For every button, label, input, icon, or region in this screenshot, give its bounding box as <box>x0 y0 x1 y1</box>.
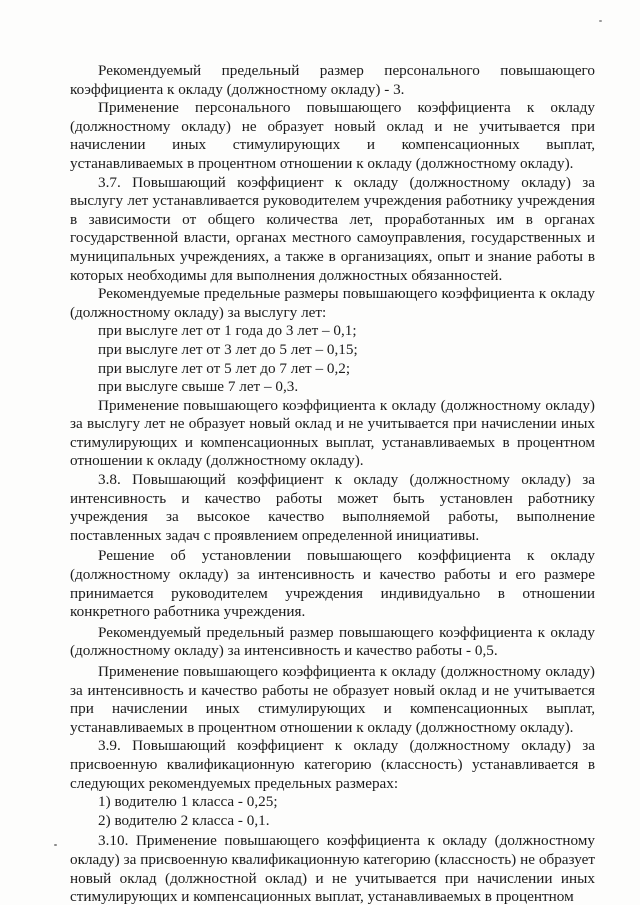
paragraph-service-years-sizes-intro: Рекомендуемые предельные размеры повышающего коэффициента к окладу (должностному окладу) за выслугу лет: <box>70 285 595 321</box>
list-item: при выслуге лет от 3 лет до 5 лет – 0,15; <box>98 340 358 358</box>
document-body <box>70 62 595 905</box>
scan-speck <box>54 844 57 846</box>
list-item: 1) водителю 1 класса - 0,25; <box>98 793 278 811</box>
paragraph-personal-coefficient-application: Применение персонального повышающего коэффициента к окладу (должностному окладу) не образует новый оклад и не учитывается при начислении иных стимулирующих и компенсационных выплат, устанавливаемых в процентном отношении к окладу (должностному окладу). <box>70 99 595 172</box>
service-years-list <box>70 322 595 396</box>
paragraph-intensity-application: Применение повышающего коэффициента к окладу (должностному окладу) за интенсивность и качество работы не образует новый оклад и не учитывается при начислении иных стимулирующих и компенсационных выплат, устанавливаемых в процентном отношении к окладу (должностному окладу). <box>70 663 595 736</box>
paragraph-3-9-qualification: 3.9. Повышающий коэффициент к окладу (должностному окладу) за присвоенную квалификационную категорию (классность) устанавливается в следующих рекомендуемых предельных размерах: <box>70 737 595 792</box>
list-item: при выслуге лет от 1 года до 3 лет – 0,1; <box>98 322 357 340</box>
paragraph-3-7-service-years: 3.7. Повышающий коэффициент к окладу (должностному окладу) за выслугу лет устанавливается руководителем учреждения работнику учреждения в зависимости от общего количества лет, проработанных им в органах государственной власти, органах местного самоуправления, государственных и муниципальных учреждениях, а также в организациях, опыт и знание работы в которых необходимы для выполнения должностных обязанностей. <box>70 173 595 284</box>
list-item: при выслуге свыше 7 лет – 0,3. <box>98 378 299 396</box>
paragraph-service-years-application: Применение повышающего коэффициента к окладу (должностному окладу) за выслугу лет не образует новый оклад и не учитывается при начислении иных стимулирующих и компенсационных выплат, устанавливаемых в процентном отношении к окладу (должностному окладу). <box>70 396 595 470</box>
list-item: при выслуге лет от 5 лет до 7 лет – 0,2; <box>98 359 351 377</box>
paragraph-personal-coefficient-size: Рекомендуемый предельный размер персонального повышающего коэффициента к окладу (должностному окладу) - 3. <box>70 62 595 98</box>
paragraph-3-10-qualification-application: 3.10. Применение повышающего коэффициента к окладу (должностному окладу) за присвоенную квалификационную категорию (классность) не образует новый оклад (должностной оклад) и не учитывается при начислении иных стимулирующих и компенсационных выплат, устанавливаемых в процентном <box>70 832 595 905</box>
scan-speck <box>599 20 602 22</box>
driver-class-list <box>70 793 595 830</box>
paragraph-intensity-decision: Решение об установлении повышающего коэффициента к окладу (должностному окладу) за интенсивность и качество работы и его размере принимается руководителем учреждения индивидуально в отношении конкретного работника учреждения. <box>70 547 595 621</box>
paragraph-3-8-intensity-quality: 3.8. Повышающий коэффициент к окладу (должностному окладу) за интенсивность и качество работы может быть установлен работнику учреждения за высокое качество выполняемой работы, выполнение поставленных задач с проявлением определенной инициативы. <box>70 471 595 544</box>
paragraph-intensity-size: Рекомендуемый предельный размер повышающего коэффициента к окладу (должностному окладу) за интенсивность и качество работы - 0,5. <box>70 623 595 660</box>
list-item: 2) водителю 2 класса - 0,1. <box>98 811 270 829</box>
